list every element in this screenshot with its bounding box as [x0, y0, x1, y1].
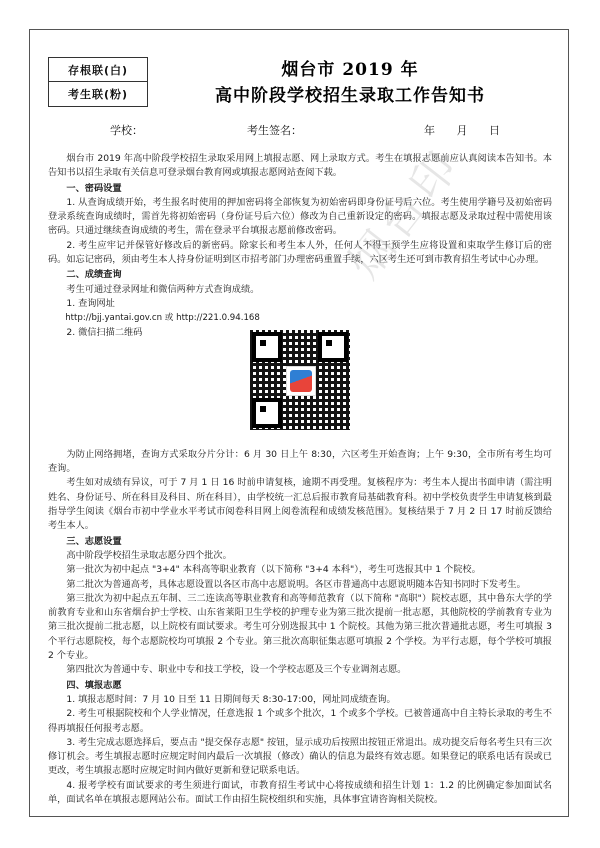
section-2-paragraph-2: 1. 查询网址 — [66, 297, 115, 309]
section-4-paragraph-1: 高中阶段学校招生录取志愿分四个批次。 — [66, 549, 232, 561]
title-line-2: 高中阶段学校招生录取工作告知书 — [215, 86, 485, 106]
signature-field-label: 考生签名： — [247, 124, 302, 137]
section-2-paragraph-1: 考生可通过登录网址和微信两种方式查询成绩。 — [66, 283, 260, 295]
stub-box — [48, 57, 148, 107]
stub-line-2: 考生联(粉) — [67, 88, 129, 101]
qr-logo-icon — [290, 370, 312, 392]
section-5-paragraph-3: 3. 考生完成志愿选择后，要点击 "提交保存志愿" 按钮，显示成功后按照出按钮正常退出。成功提交后每名考生只有三次修订机会。考生填报志愿时应规定时间内最后一次填报（修改）确认的信息为最终有效志愿。如果登记的联系电话有误或已更改，考生填报志愿时应规定时间内做好更新和登记联系电话。 — [48, 736, 552, 777]
section-3-paragraph-2: 考生如对成绩有异议，可于 7 月 1 日 16 时前申请复核，逾期不再受理。复核程序为：考生本人提出书面申请（需注明姓名、身份证号、所在科目及科目、所在科目），由学校统一汇总后报市教育局基础教育科。初中学校负责学生申请复核到最指导学生阅读《烟台市初中学业水平考试市阅卷科目网上阅卷流程和成绩发核范围》。复核结果于 7 月 2 日 17 时前反馈给考生本人。 — [48, 477, 552, 532]
year-label: 年 — [424, 124, 435, 137]
section-5-paragraph-2: 2. 考生可根据院校和个人学业情况，任意选报 1 个或多个批次，1 个或多个学校。已被普通高中自主特长录取的考生不得再填报任何报考志愿。 — [48, 708, 552, 734]
section-5-paragraph-1: 1. 填报志愿时间：7 月 10 日至 11 日期间每天 8:30-17:00，网址同成绩查询。 — [66, 693, 396, 705]
intro-paragraph: 烟台市 2019 年高中阶段学校招生录取采用网上填报志愿、网上录取方式。考生在填报志愿前应认真阅读本告知书。本告知书以招生录取有关信息可登录烟台教育网或填报志愿网站查阅下载。 — [48, 153, 552, 179]
section-4-paragraph-3: 第二批次为普通高考，具体志愿设置以各区市高中志愿说明。各区市普通高中志愿说明随本告知书同时下发考生。 — [66, 578, 526, 590]
school-field-label: 学校： — [110, 124, 143, 137]
form-fields — [110, 122, 500, 138]
section-heading-2: 二、成绩查询 — [66, 269, 122, 281]
date-field-label — [406, 122, 500, 138]
section-3-paragraph-1: 为防止网络拥堵，查询方式采取分片分计：6 月 30 日上午 8:30，六区考生开始查询；上午 9:30，全市所有考生均可查询。 — [48, 448, 552, 475]
section-5-paragraph-4: 4. 报考学校有面试要求的考生须进行面试，市教育招生考试中心将按成绩和招生计划 1：1.2 的比例确定参加面试名单，面试名单在填报志愿网站公布。面试工作由招生院校组织和实施，具体事宜请咨询相关院校。 — [48, 779, 552, 805]
qr-finder-top-right — [318, 332, 348, 362]
section-4-paragraph-5: 第四批次为普通中专、职业中专和技工学校，设一个学校志愿及三个专业调剂志愿。 — [66, 664, 407, 676]
section-heading-3: 三、志愿设置 — [66, 535, 122, 547]
section-2-paragraph-4: 2. 微信扫描二维码 — [66, 326, 143, 338]
query-url[interactable]: http://bjj.yantai.gov.cn 或 http://221.0.94.168 — [65, 313, 260, 324]
day-label: 日 — [489, 124, 500, 137]
section-1-paragraph-1: 1. 从查询成绩开始，考生报名时使用的押加密码将全部恢复为初始密码即身份证号后六位。考生使用学籍号及初始密码登录系统查询成绩时，需首先将初始密码（身份证号后六位）修改为自己重新设定的密码。填报志愿及录取过程中需使用该密码。只通过继续查询成绩的考生，需在登录平台填报志愿前修改密码。 — [48, 196, 552, 237]
watermark-text: 烟台印 — [338, 138, 472, 289]
section-1-paragraph-2: 2. 考生应牢记并保管好修改后的新密码。除家长和考生本人外，任何人不得干预学生应将设置和束取学生修订后的密码。如忘记密码，须由考生本人持身份证明到区市招考部门办理密码重置手续，六区考生还可到市教育招生考试中心办理。 — [48, 239, 552, 266]
qr-center-logo — [286, 366, 316, 396]
section-4-paragraph-4: 第三批次为初中起点五年制、三二连读高等职业教育和高等师范教育（以下简称 "高职"）院校志愿，其中鲁东大学的学前教育专业和山东省烟台护士学校、山东省莱阳卫生学校的护理专业为第三批次提前一批志愿，其他院校的学前教育专业为第三批次提前二批志愿，以上院校有面试要求。考生可分别选报其中 1 个院校。其他为第三批次普通批志愿，考生可填报 3 个平行志愿院校，每个志愿院校均可填报 2 个专业。第三批次高职征集志愿可填报 2 个学校。为平行志愿，每个学校可填报 2 个专业。 — [48, 592, 552, 662]
section-4-paragraph-2: 第一批次为初中起点 "3+4" 本科高等职业教育（以下简称 "3+4 本科"），考生可选报其中 1 个院校。 — [66, 564, 481, 576]
stub-line-1: 存根联(白) — [49, 58, 147, 82]
section-heading-4: 四、填报志愿 — [66, 679, 122, 691]
title-line-1: 烟台市 2019 年 — [281, 60, 419, 80]
month-label: 月 — [456, 124, 468, 137]
page-title — [160, 57, 540, 109]
qr-finder-top-left — [252, 332, 282, 362]
wechat-qr-code[interactable] — [250, 330, 350, 430]
qr-finder-bottom-left — [252, 398, 282, 428]
document-body — [48, 152, 552, 807]
section-heading-1: 一、密码设置 — [66, 182, 122, 194]
